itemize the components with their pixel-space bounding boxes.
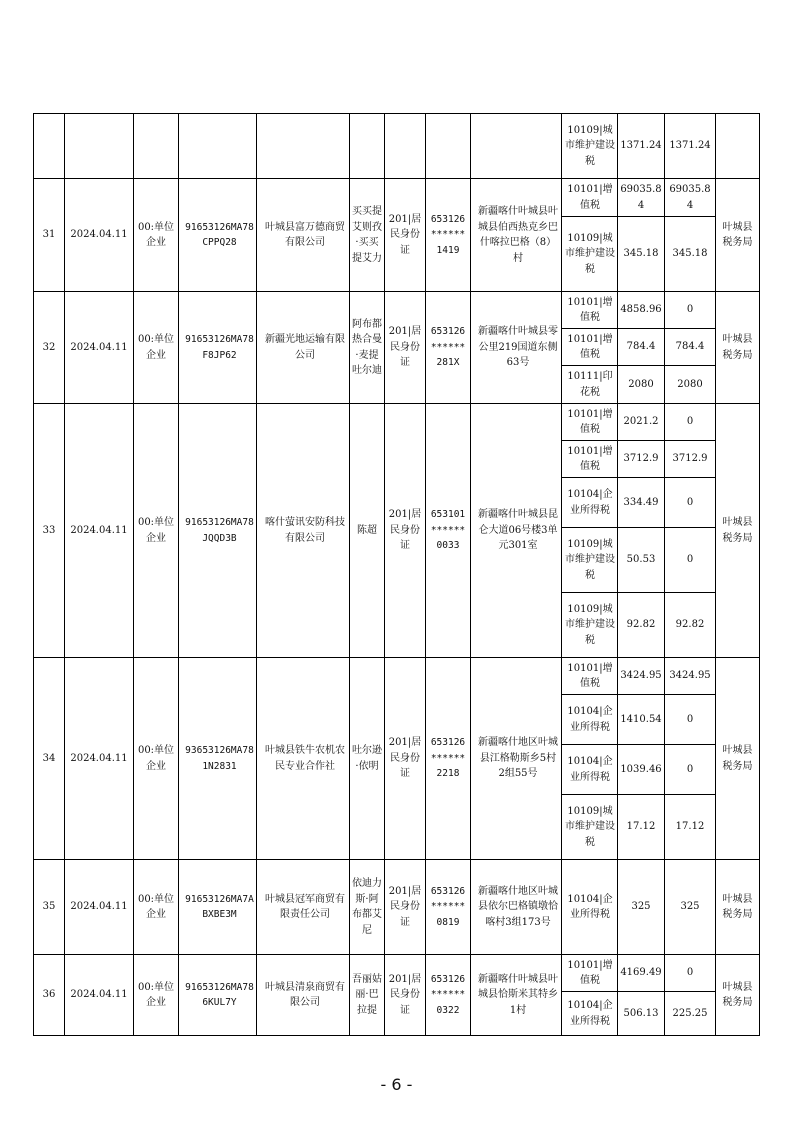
taxpayer-type-cell: 00:单位企业	[134, 658, 179, 860]
tax-item-cell: 10104|企业所得税	[562, 992, 618, 1036]
tax-office-cell: 叶城县税务局	[716, 404, 760, 658]
amount-cell: 0	[665, 404, 716, 441]
amount-cell: 50.53	[618, 528, 665, 593]
address-cell: 新疆喀什叶城县叶城县恰斯米其特乡1村	[471, 955, 562, 1036]
tax-item-cell: 10101|增值税	[562, 658, 618, 695]
credit-code-cell: 91653126MA78CPPQ28	[179, 179, 257, 292]
amount-cell: 0	[665, 955, 716, 992]
amount-cell: 92.82	[665, 593, 716, 658]
empty-cell	[385, 114, 426, 179]
table-row	[34, 404, 760, 441]
tax-arrears-table	[33, 113, 760, 1036]
amount-cell: 1039.46	[618, 745, 665, 795]
date-cell: 2024.04.11	[65, 292, 134, 404]
table-row	[34, 955, 760, 992]
tax-office-cell: 叶城县税务局	[716, 955, 760, 1036]
amount-cell: 334.49	[618, 478, 665, 528]
credit-code-cell: 91653126MA78JQQD3B	[179, 404, 257, 658]
row-number-cell: 35	[34, 860, 65, 955]
id-number-cell: 653126******0322	[426, 955, 471, 1036]
tax-office-cell: 叶城县税务局	[716, 179, 760, 292]
tax-office-cell: 叶城县税务局	[716, 292, 760, 404]
credit-code-cell: 93653126MA781N2831	[179, 658, 257, 860]
page-number: - 6 -	[380, 1075, 413, 1094]
table-row	[34, 860, 760, 955]
amount-cell: 784.4	[665, 329, 716, 366]
tax-office-cell: 叶城县税务局	[716, 658, 760, 860]
id-number-cell: 653126******2218	[426, 658, 471, 860]
taxpayer-type-cell: 00:单位企业	[134, 404, 179, 658]
tax-item-cell: 10101|增值税	[562, 179, 618, 217]
tax-item-cell: 10101|增值税	[562, 329, 618, 366]
amount-cell: 4169.49	[618, 955, 665, 992]
id-number-cell: 653126******281X	[426, 292, 471, 404]
address-cell: 新疆喀什叶城县昆仑大道06号楼3单元301室	[471, 404, 562, 658]
tax-item-cell: 10109|城市维护建设税	[562, 795, 618, 860]
empty-cell	[65, 114, 134, 179]
row-number-cell: 33	[34, 404, 65, 658]
empty-cell	[426, 114, 471, 179]
tax-office-cell: 叶城县税务局	[716, 860, 760, 955]
tax-item-cell: 10104|企业所得税	[562, 745, 618, 795]
tax-item-cell: 10109|城市维护建设税	[562, 528, 618, 593]
id-number-cell: 653126******0819	[426, 860, 471, 955]
amount-cell: 3712.9	[665, 441, 716, 478]
address-cell: 新疆喀什地区叶城县依尔巴格镇墩恰喀村3组173号	[471, 860, 562, 955]
taxpayer-type-cell: 00:单位企业	[134, 955, 179, 1036]
date-cell: 2024.04.11	[65, 404, 134, 658]
legal-person-cell: 阿布都热合曼·麦提吐尔迪	[350, 292, 385, 404]
taxpayer-type-cell: 00:单位企业	[134, 179, 179, 292]
amount-cell: 3424.95	[618, 658, 665, 695]
amount-cell: 0	[665, 478, 716, 528]
row-number-cell: 34	[34, 658, 65, 860]
taxpayer-type-cell: 00:单位企业	[134, 292, 179, 404]
taxpayer-type-cell: 00:单位企业	[134, 860, 179, 955]
amount-cell: 3712.9	[618, 441, 665, 478]
credit-code-cell: 91653126MA786KUL7Y	[179, 955, 257, 1036]
amount-cell: 4858.96	[618, 292, 665, 329]
table-row	[34, 114, 760, 179]
date-cell: 2024.04.11	[65, 658, 134, 860]
company-name-cell: 叶城县冠军商贸有限责任公司	[257, 860, 350, 955]
tax-item-cell: 10104|企业所得税	[562, 860, 618, 955]
id-number-cell: 653101******0033	[426, 404, 471, 658]
amount-cell: 506.13	[618, 992, 665, 1036]
company-name-cell: 叶城县铁牛农机农民专业合作社	[257, 658, 350, 860]
date-cell: 2024.04.11	[65, 860, 134, 955]
credit-code-cell: 91653126MA78F8JP62	[179, 292, 257, 404]
id-type-cell: 201|居民身份证	[385, 860, 426, 955]
date-cell: 2024.04.11	[65, 955, 134, 1036]
tax-item-cell: 10109|城市维护建设税	[562, 217, 618, 292]
amount-cell: 784.4	[618, 329, 665, 366]
empty-cell	[716, 114, 760, 179]
company-name-cell: 新疆光地运输有限公司	[257, 292, 350, 404]
amount-cell: 345.18	[618, 217, 665, 292]
amount-cell: 17.12	[665, 795, 716, 860]
table-row	[34, 179, 760, 217]
amount-cell: 0	[665, 695, 716, 745]
amount-cell: 0	[665, 745, 716, 795]
credit-code-cell: 91653126MA7ABXBE3M	[179, 860, 257, 955]
id-type-cell: 201|居民身份证	[385, 658, 426, 860]
amount-cell: 2021.2	[618, 404, 665, 441]
company-name-cell: 叶城县富万德商贸有限公司	[257, 179, 350, 292]
company-name-cell: 喀什萤讯安防科技有限公司	[257, 404, 350, 658]
table-row	[34, 292, 760, 329]
address-cell: 新疆喀什叶城县叶城县伯西热克乡巴什喀拉巴格（8）村	[471, 179, 562, 292]
tax-item-cell: 10101|增值税	[562, 404, 618, 441]
empty-cell	[134, 114, 179, 179]
amount-cell: 1371.24	[665, 114, 716, 179]
id-type-cell: 201|居民身份证	[385, 292, 426, 404]
amount-cell: 2080	[618, 366, 665, 404]
id-type-cell: 201|居民身份证	[385, 404, 426, 658]
tax-item-cell: 10111|印花税	[562, 366, 618, 404]
empty-cell	[257, 114, 350, 179]
amount-cell: 69035.84	[665, 179, 716, 217]
row-number-cell: 32	[34, 292, 65, 404]
legal-person-cell: 吐尔逊·依明	[350, 658, 385, 860]
legal-person-cell: 吾丽姑丽·巴拉提	[350, 955, 385, 1036]
amount-cell: 325	[665, 860, 716, 955]
row-number-cell: 31	[34, 179, 65, 292]
amount-cell: 1410.54	[618, 695, 665, 745]
empty-cell	[471, 114, 562, 179]
amount-cell: 325	[618, 860, 665, 955]
amount-cell: 225.25	[665, 992, 716, 1036]
amount-cell: 345.18	[665, 217, 716, 292]
empty-cell	[34, 114, 65, 179]
amount-cell: 92.82	[618, 593, 665, 658]
legal-person-cell: 依迪力斯·阿布都艾尼	[350, 860, 385, 955]
row-number-cell: 36	[34, 955, 65, 1036]
date-cell: 2024.04.11	[65, 179, 134, 292]
amount-cell: 2080	[665, 366, 716, 404]
id-number-cell: 653126******1419	[426, 179, 471, 292]
amount-cell: 3424.95	[665, 658, 716, 695]
id-type-cell: 201|居民身份证	[385, 955, 426, 1036]
empty-cell	[350, 114, 385, 179]
amount-cell: 0	[665, 528, 716, 593]
legal-person-cell: 买买提艾则孜·买买提艾力	[350, 179, 385, 292]
tax-item-cell: 10109|城市维护建设税	[562, 593, 618, 658]
legal-person-cell: 陈超	[350, 404, 385, 658]
company-name-cell: 叶城县清泉商贸有限公司	[257, 955, 350, 1036]
tax-item-cell: 10104|企业所得税	[562, 695, 618, 745]
address-cell: 新疆喀什地区叶城县江格勒斯乡5村2组55号	[471, 658, 562, 860]
amount-cell: 17.12	[618, 795, 665, 860]
amount-cell: 69035.84	[618, 179, 665, 217]
address-cell: 新疆喀什叶城县零公里219国道东侧63号	[471, 292, 562, 404]
tax-item-cell: 10104|企业所得税	[562, 478, 618, 528]
empty-cell	[179, 114, 257, 179]
tax-item-cell: 10101|增值税	[562, 292, 618, 329]
amount-cell: 0	[665, 292, 716, 329]
tax-item-cell: 10101|增值税	[562, 955, 618, 992]
id-type-cell: 201|居民身份证	[385, 179, 426, 292]
tax-item-cell: 10109|城市维护建设税	[562, 114, 618, 179]
table-row	[34, 658, 760, 695]
tax-item-cell: 10101|增值税	[562, 441, 618, 478]
amount-cell: 1371.24	[618, 114, 665, 179]
